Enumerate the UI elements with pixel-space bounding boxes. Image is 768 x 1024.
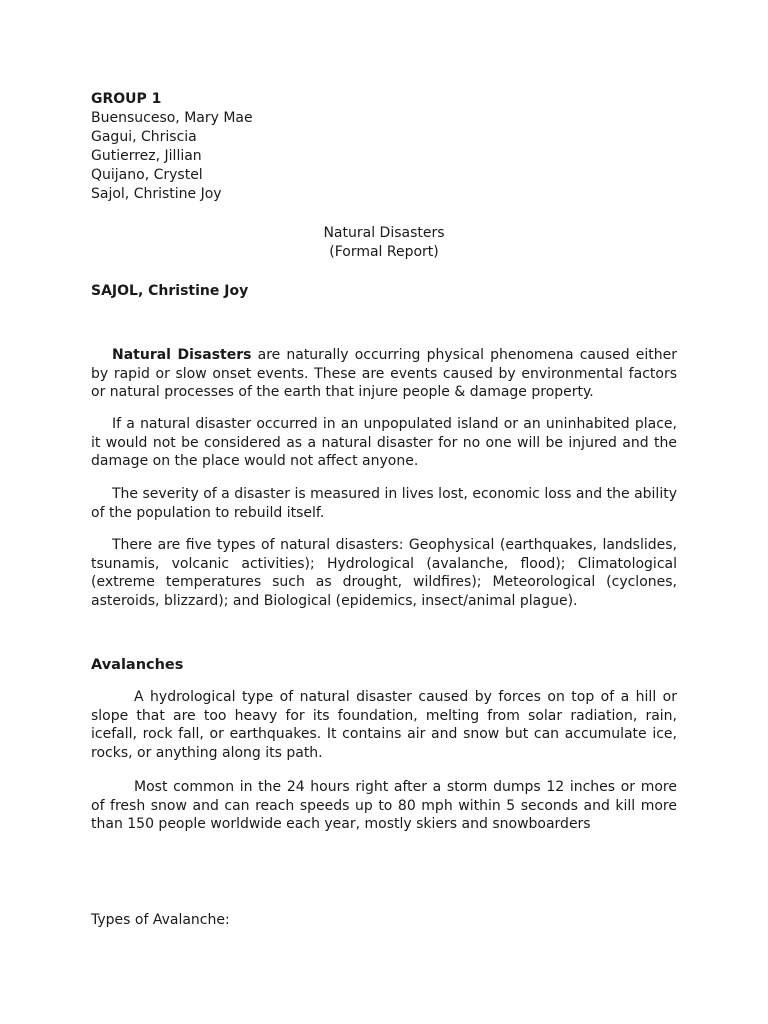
report-title: Natural Disasters [323,225,445,241]
avalanches-paragraph-1 [91,688,677,762]
member-name: Gagui, Chriscia [91,129,197,145]
report-subtitle: (Formal Report) [329,244,439,260]
intro-p1-text: are naturally occurring physical phenomena caused either by rapid or slow onset events. These are events caused by environmental factors or natural processes of the earth that injure people & damage property. [91,347,678,400]
member-name: Buensuceso, Mary Mae [91,110,253,126]
avalanches-section [91,656,677,675]
avalanches-paragraph-2 [91,778,677,834]
intro-paragraph-4 [91,536,677,610]
member-name: Sajol, Christine Joy [91,186,222,202]
member-name: Quijano, Crystel [91,167,203,183]
intro-paragraph-3 [91,485,677,522]
author-name: SAJOL, Christine Joy [91,283,249,299]
author-block [91,282,677,301]
intro-p4-text: There are five types of natural disasters: Geophysical (earthquakes, landslides, tsunamis, volcanic activities); Hydrological (avalanche, flood); Climatological (extreme temperatures such as drought, wildfires); Meteorological (cyclones, asteroids, blizzard); and Biological (epidemics, insect/animal plague). [91,537,677,609]
intro-paragraph-2 [91,415,677,471]
intro-p3-text: The severity of a disaster is measured in lives lost, economic loss and the ability of the population to rebuild itself. [91,486,677,521]
intro-p2-text: If a natural disaster occurred in an unpopulated island or an uninhabited place, it would not be considered as a natural disaster for no one will be injured and the damage on the place would not affect anyone. [91,416,677,469]
avalanches-p1-text: A hydrological type of natural disaster caused by forces on top of a hill or slope that are too heavy for its foundation, melting from solar radiation, rain, icefall, rock fall, or earthquakes. It contains air and snow but can accumulate ice, rocks, or anything along its path. [91,689,677,761]
report-title-block [91,224,677,262]
types-of-avalanche [91,911,677,930]
avalanches-heading: Avalanches [91,657,184,673]
types-label: Types of Avalanche: [91,912,230,928]
group-label: GROUP 1 [91,91,162,107]
member-name: Gutierrez, Jillian [91,148,202,164]
group-members-block [91,90,677,204]
intro-paragraph-1 [91,346,677,402]
lead-term: Natural Disasters [112,347,252,363]
avalanches-p2-text: Most common in the 24 hours right after a storm dumps 12 inches or more of fresh snow and can reach speeds up to 80 mph within 5 seconds and kill more than 150 people worldwide each year, mostly skiers and snowboarders [91,779,677,832]
